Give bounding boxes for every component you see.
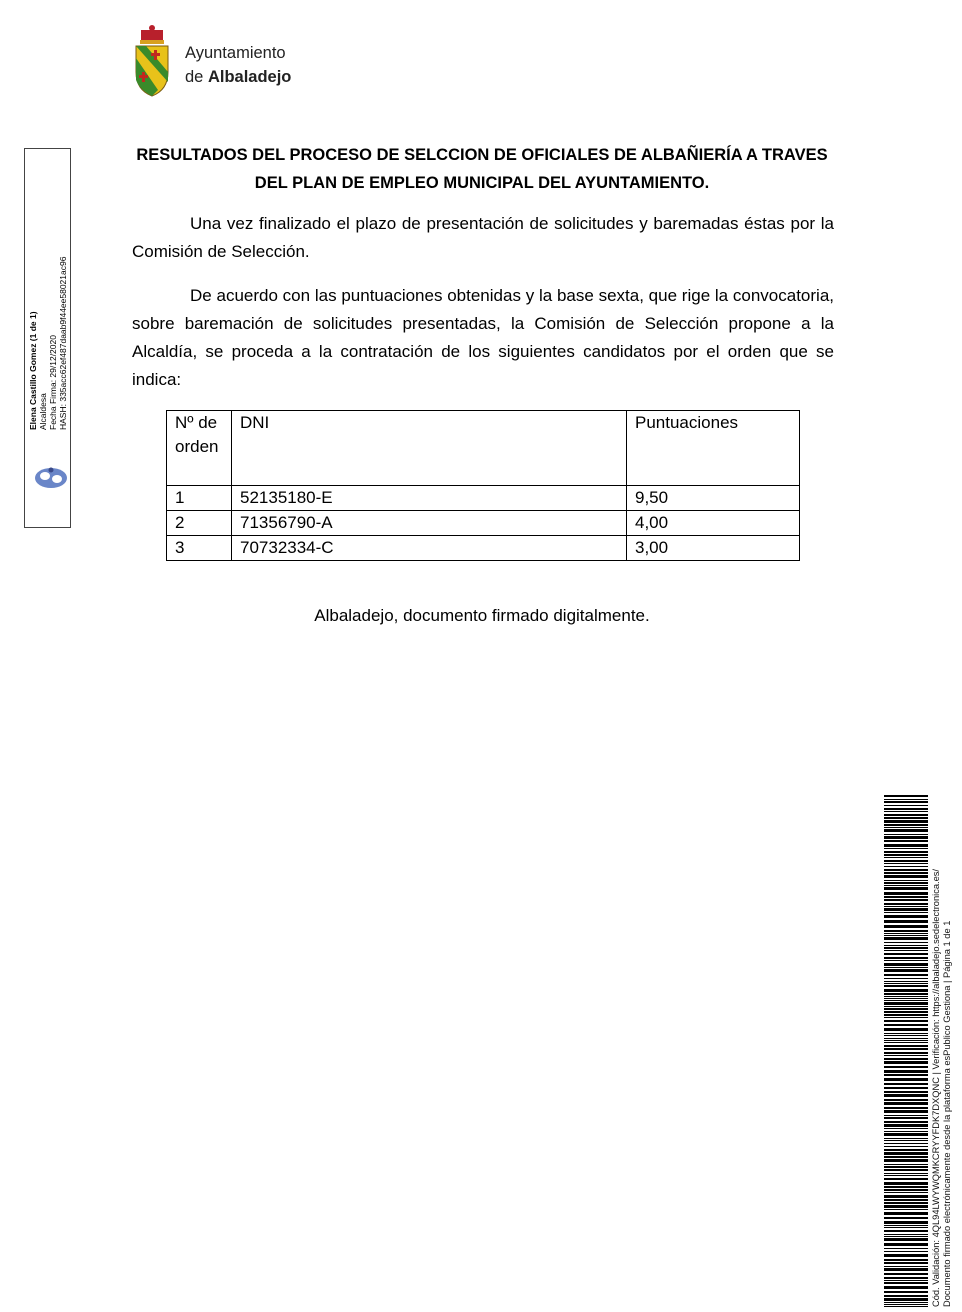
barcode-bar (884, 799, 928, 800)
cell-score: 4,00 (627, 511, 800, 536)
barcode-bar (884, 1042, 928, 1043)
barcode-bar (884, 1302, 928, 1303)
cell-order: 2 (167, 511, 232, 536)
barcode-bar (884, 1251, 928, 1252)
barcode-bar (884, 1078, 928, 1081)
barcode-bar (884, 1146, 928, 1147)
barcode-bar (884, 985, 928, 987)
paragraph-1 (132, 210, 834, 266)
barcode-bar (884, 1286, 928, 1289)
cell-dni: 70732334-C (232, 536, 627, 561)
barcode-bar (884, 1175, 928, 1176)
org-line1: Ayuntamiento (185, 44, 286, 62)
barcode-bar (884, 1277, 928, 1279)
barcode-bar (884, 814, 928, 816)
barcode-bar (884, 875, 928, 878)
signer-name: Elena Castillo Gomez (1 de 1) (28, 311, 38, 430)
barcode-bar (884, 1238, 928, 1241)
barcode-bar (884, 1024, 928, 1026)
signature-hash: HASH: 335acc62ef487daab9f44ee58021ac96 (58, 256, 68, 430)
barcode-bar (884, 869, 928, 871)
barcode-bar (884, 827, 928, 828)
table-row (167, 536, 800, 561)
barcode-bar (884, 947, 928, 949)
barcode-bar (884, 1164, 928, 1165)
barcode-bar (884, 1058, 928, 1060)
header-dni: DNI (232, 411, 627, 486)
barcode-bar (884, 1061, 928, 1064)
table-header-row (167, 411, 800, 486)
barcode-bar (884, 1074, 928, 1076)
barcode-bar (884, 1117, 928, 1119)
table-row (167, 511, 800, 536)
barcode-bar (884, 1140, 928, 1141)
barcode-bar (884, 1186, 928, 1188)
barcode-bar (884, 1212, 928, 1215)
barcode-bar (884, 903, 928, 905)
barcode-bar (884, 1227, 928, 1228)
barcode-bar (884, 1221, 928, 1224)
barcode-bar (884, 824, 928, 826)
barcode-bar (884, 1040, 928, 1041)
cell-score: 3,00 (627, 536, 800, 561)
barcode-bar (884, 945, 928, 946)
barcode-bar (884, 993, 928, 995)
barcode-bar (884, 1087, 928, 1089)
barcode-bar (884, 1236, 928, 1237)
table-row (167, 486, 800, 511)
barcode-bar (884, 1295, 928, 1297)
barcode-bar (884, 1205, 928, 1208)
barcode-bar (884, 1006, 928, 1007)
barcode-bar (884, 1304, 928, 1305)
paragraph-2-text: De acuerdo con las puntuaciones obtenidas y la base sexta, que rige la convocatoria, sobre baremación de solicitudes presentadas, la Comisión de Selección propone a la Alcaldía, se proceda a la contratación de los siguientes candidatos por el orden que se indica: (132, 286, 834, 389)
barcode-bar (884, 1121, 928, 1123)
barcode-bar (884, 1002, 928, 1005)
validation-barcode (884, 795, 928, 1307)
barcode-bar (884, 1209, 928, 1210)
barcode-bar (884, 963, 928, 966)
barcode-bar (884, 1055, 928, 1056)
barcode-bar (884, 834, 928, 835)
signature-seal-icon (33, 466, 69, 490)
barcode-bar (884, 1152, 928, 1155)
barcode-bar (884, 950, 928, 951)
barcode-bar (884, 1033, 928, 1034)
barcode-bar (884, 1243, 928, 1246)
barcode-bar (884, 1230, 928, 1232)
barcode-bar (884, 1011, 928, 1013)
barcode-bar (884, 925, 928, 928)
barcode-bar (884, 998, 928, 999)
barcode-bar (884, 915, 928, 918)
barcode-bar (884, 808, 928, 810)
barcode-bar (884, 1008, 928, 1010)
org-prefix: de (185, 68, 204, 86)
barcode-bar (884, 863, 928, 864)
barcode-bar (884, 1225, 928, 1226)
barcode-bar (884, 969, 928, 972)
paragraph-1-text: Una vez finalizado el plazo de presentación de solicitudes y baremadas éstas por la Comisión de Selección. (132, 214, 834, 261)
barcode-bar (884, 817, 928, 819)
barcode-bar (884, 1091, 928, 1093)
barcode-bar (884, 1192, 928, 1193)
barcode-bar (884, 885, 928, 886)
barcode-bar (884, 880, 928, 881)
barcode-bar (884, 1166, 928, 1168)
barcode-bar (884, 960, 928, 961)
barcode-bar (884, 896, 928, 898)
barcode-bar (884, 978, 928, 979)
barcode-bar (884, 1298, 928, 1301)
barcode-bar (884, 942, 928, 943)
validation-line-1: Cód. Validación: 4QL94LWYWQMKCRYYFDK7DXQNC | Verificación: https://albaladejo.sedelectronica.es/ (931, 868, 941, 1307)
barcode-bar (884, 1306, 928, 1307)
barcode-bar (884, 887, 928, 890)
signature-details (28, 210, 68, 430)
barcode-bar (884, 906, 928, 907)
barcode-bar (884, 795, 928, 797)
barcode-bar (884, 1110, 928, 1113)
barcode-bar (884, 1189, 928, 1191)
barcode-bar (884, 866, 928, 867)
barcode-bar (884, 1066, 928, 1068)
barcode-bar (884, 935, 928, 936)
validation-text (931, 869, 953, 1307)
barcode-bar (884, 1017, 928, 1018)
barcode-bar (884, 957, 928, 959)
barcode-bar (884, 1254, 928, 1257)
barcode-bar (884, 1202, 928, 1204)
cell-order: 3 (167, 536, 232, 561)
barcode-bar (884, 836, 928, 839)
barcode-bar (884, 892, 928, 895)
barcode-bar (884, 1128, 928, 1129)
cell-order: 1 (167, 486, 232, 511)
coat-of-arms-logo (132, 24, 172, 98)
barcode-bar (884, 1199, 928, 1201)
barcode-bar (884, 1048, 928, 1050)
document-title: RESULTADOS DEL PROCESO DE SELCCION DE OFICIALES DE ALBAÑIERÍA A TRAVES DEL PLAN DE EMPLEO MUNICIPAL DEL AYUNTAMIENTO. (136, 146, 828, 192)
barcode-bar (884, 1094, 928, 1097)
cell-dni: 52135180-E (232, 486, 627, 511)
barcode-bar (884, 882, 928, 884)
barcode-bar (884, 1217, 928, 1219)
barcode-bar (884, 1133, 928, 1136)
barcode-bar (884, 1124, 928, 1127)
barcode-bar (884, 1266, 928, 1267)
barcode-bar (884, 1169, 928, 1171)
barcode-bar (884, 920, 928, 923)
barcode-bar (884, 1273, 928, 1275)
header-order: Nº de orden (167, 411, 232, 486)
barcode-bar (884, 811, 928, 812)
barcode-bar (884, 1195, 928, 1198)
barcode-bar (884, 974, 928, 976)
barcode-bar (884, 967, 928, 968)
barcode-bar (884, 1107, 928, 1109)
barcode-bar (884, 1014, 928, 1016)
barcode-bar (884, 1173, 928, 1174)
signer-role: Alcaldesa (38, 393, 48, 430)
barcode-bar (884, 1099, 928, 1101)
barcode-bar (884, 1115, 928, 1116)
barcode-bar (884, 1020, 928, 1022)
barcode-bar (884, 801, 928, 803)
barcode-bar (884, 1000, 928, 1001)
cell-score: 9,50 (627, 486, 800, 511)
barcode-bar (884, 1248, 928, 1249)
barcode-bar (884, 953, 928, 955)
validation-line-2: Documento firmado electrónicamente desde la plataforma esPublico Gestiona | Página 1 de 1 (942, 920, 952, 1307)
organization-name (185, 41, 291, 89)
barcode-bar (884, 857, 928, 858)
barcode-bar (884, 1052, 928, 1054)
barcode-bar (884, 1143, 928, 1144)
barcode-bar (884, 851, 928, 853)
barcode-bar (884, 1291, 928, 1293)
header-score: Puntuaciones (627, 411, 800, 486)
barcode-bar (884, 860, 928, 862)
cell-dni: 71356790-A (232, 511, 627, 536)
barcode-bar (884, 1138, 928, 1139)
barcode-bar (884, 844, 928, 847)
barcode-bar (884, 1182, 928, 1185)
barcode-bar (884, 854, 928, 856)
barcode-bar (884, 1159, 928, 1162)
barcode-bar (884, 996, 928, 997)
barcode-bar (884, 989, 928, 992)
results-table (166, 410, 800, 561)
barcode-bar (884, 1102, 928, 1105)
barcode-bar (884, 1083, 928, 1085)
barcode-bar (884, 1045, 928, 1047)
barcode-bar (884, 872, 928, 874)
barcode-bar (884, 1038, 928, 1039)
barcode-bar (884, 820, 928, 823)
barcode-bar (884, 1282, 928, 1284)
barcode-bar (884, 1268, 928, 1271)
barcode-bar (884, 983, 928, 984)
barcode-bar (884, 805, 928, 806)
barcode-bar (884, 1035, 928, 1036)
barcode-bar (884, 1259, 928, 1261)
barcode-bar (884, 908, 928, 911)
barcode-bar (884, 848, 928, 849)
barcode-bar (884, 829, 928, 832)
closing-line: Albaladejo, documento firmado digitalmente. (314, 606, 650, 625)
barcode-bar (884, 981, 928, 982)
barcode-bar (884, 1028, 928, 1031)
signature-date: Fecha Firma: 29/12/2020 (48, 335, 58, 430)
barcode-bar (884, 1070, 928, 1073)
barcode-bar (884, 1156, 928, 1158)
barcode-bar (884, 1280, 928, 1281)
barcode-bar (884, 912, 928, 913)
paragraph-2 (132, 282, 834, 394)
barcode-bar (884, 937, 928, 940)
barcode-bar (884, 1149, 928, 1151)
barcode-bar (884, 899, 928, 901)
barcode-bar (884, 1234, 928, 1235)
barcode-bar (884, 930, 928, 932)
barcode-bar (884, 1131, 928, 1132)
barcode-bar (884, 933, 928, 934)
barcode-bar (884, 1262, 928, 1264)
barcode-bar (884, 840, 928, 842)
barcode-bar (884, 1178, 928, 1180)
org-name: Albaladejo (207, 68, 292, 86)
